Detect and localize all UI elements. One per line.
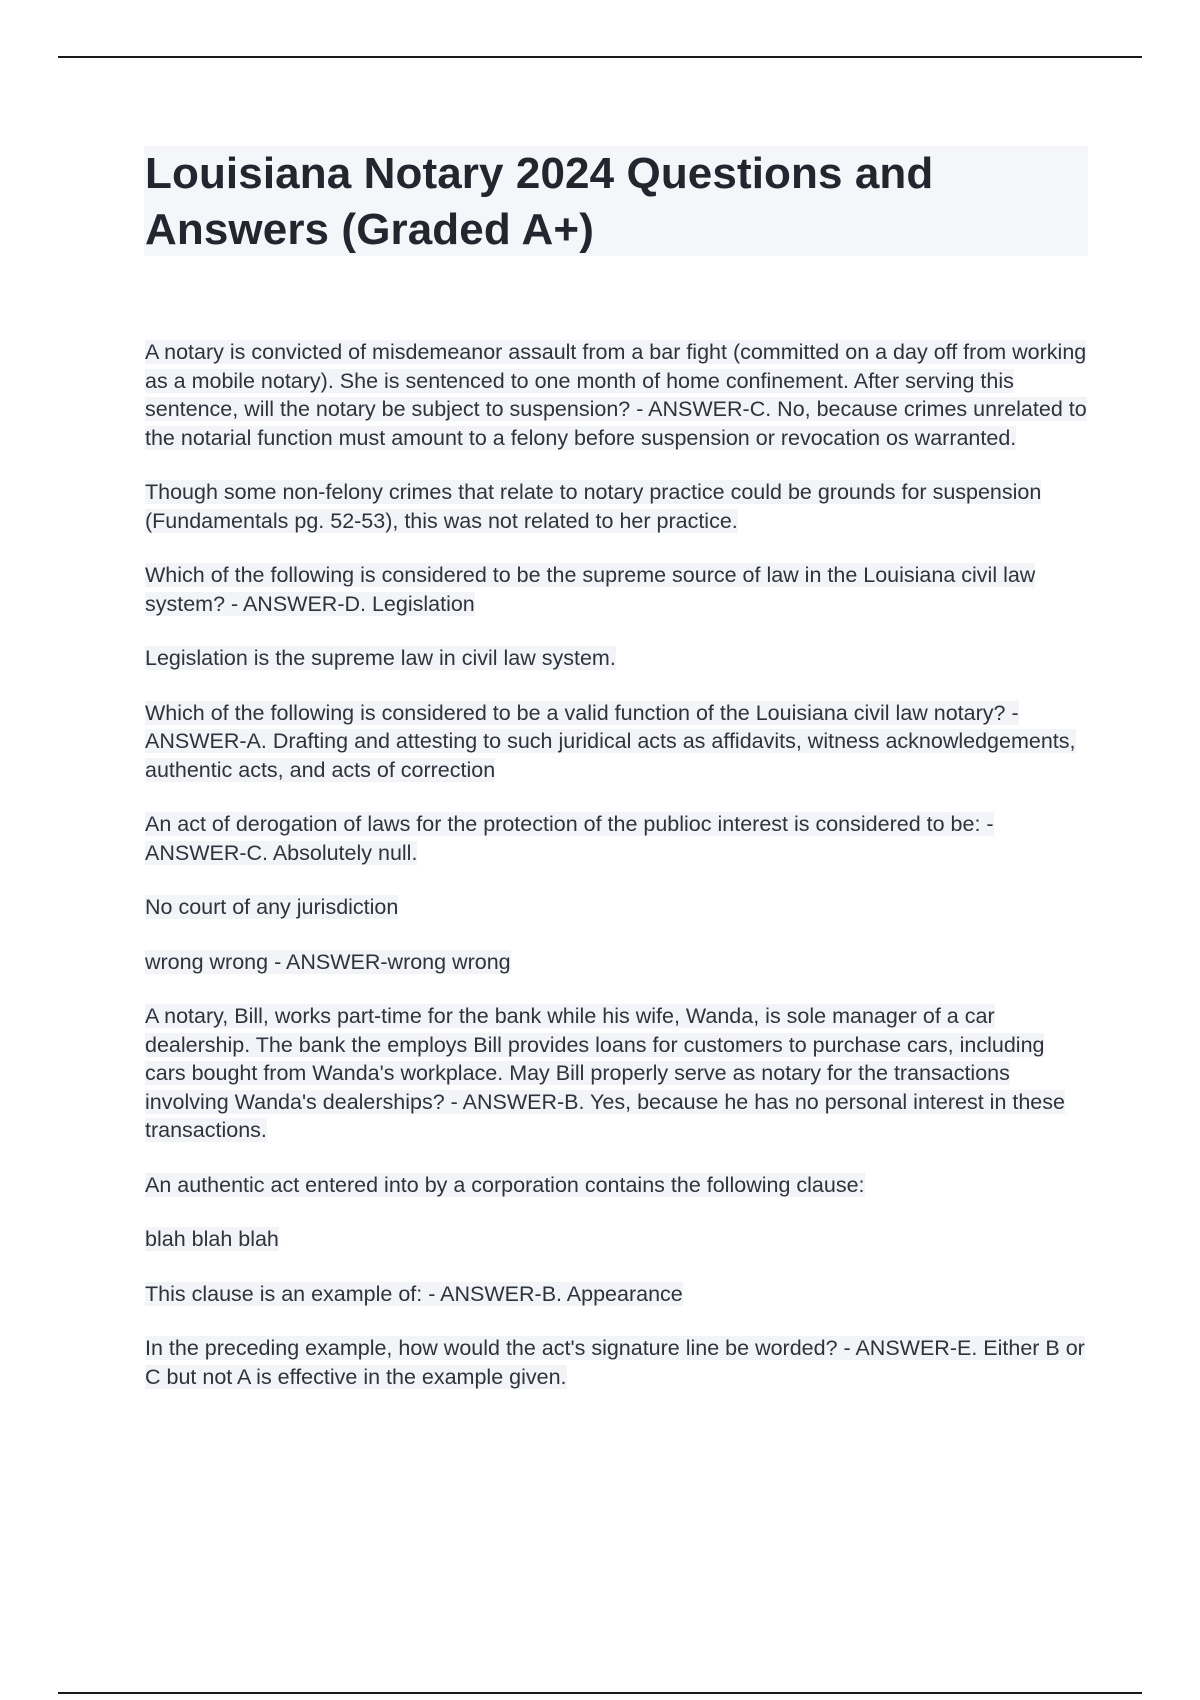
paragraph: [145, 1002, 1090, 1145]
paragraph: [145, 338, 1090, 452]
paragraph-text: wrong wrong - ANSWER-wrong wrong: [145, 949, 511, 974]
paragraph: [145, 948, 1090, 977]
paragraph-text: blah blah blah: [145, 1227, 279, 1251]
paragraph-text: An authentic act entered into by a corporation contains the following clause:: [145, 1172, 865, 1197]
paragraph-text: A notary, Bill, works part-time for the bank while his wife, Wanda, is sole manager of a car dealership. The bank the employs Bill provides loans for customers to purchase cars, including cars bought from Wanda's workplace. May Bill properly serve as notary for the transactions involving Wanda's dealerships? - ANSWER-B. Yes, because he has no personal interest in these transactions.: [145, 1004, 1065, 1142]
paragraph: [145, 1334, 1090, 1391]
paragraph-text: Though some non-felony crimes that relate to notary practice could be grounds for suspension (Fundamentals pg. 52-53), this was not related to her practice.: [145, 480, 1042, 533]
paragraph: [145, 893, 1090, 922]
paragraph: [145, 810, 1090, 867]
paragraph: [145, 1225, 1090, 1254]
header-rule: [58, 56, 1142, 58]
paragraph-text: Which of the following is considered to be a valid function of the Louisiana civil law notary? - ANSWER-A. Drafting and attesting to such juridical acts as affidavits, witness acknowledgements, authentic acts, and acts of correction: [145, 700, 1076, 782]
paragraph-text: An act of derogation of laws for the protection of the publioc interest is considered to be: - ANSWER-C. Absolutely null.: [145, 812, 994, 865]
page-title: Louisiana Notary 2024 Questions and Answers (Graded A+): [145, 149, 934, 254]
paragraph-text: This clause is an example of: - ANSWER-B. Appearance: [145, 1281, 683, 1306]
paragraph: [145, 1171, 1090, 1200]
paragraph: [145, 561, 1090, 618]
paragraph: [145, 1280, 1090, 1309]
footer-rule: [58, 1692, 1142, 1694]
paragraph-text: In the preceding example, how would the act's signature line be worded? - ANSWER-E. Either B or C but not A is effective in the example given.: [145, 1336, 1085, 1389]
paragraph-text: No court of any jurisdiction: [145, 895, 399, 919]
paragraph: [145, 478, 1090, 535]
paragraph-text: A notary is convicted of misdemeanor assault from a bar fight (committed on a day off from working as a mobile notary). She is sentenced to one month of home confinement. After serving this sentence, will the notary be subject to suspension? - ANSWER-C. No, because crimes unrelated to the notarial function must amount to a felony before suspension or revocation os warranted.: [145, 340, 1087, 450]
document-body: [145, 338, 1090, 1417]
paragraph-text: Legislation is the supreme law in civil law system.: [145, 646, 616, 670]
paragraph: [145, 699, 1090, 785]
paragraph: [145, 644, 1090, 673]
paragraph-text: Which of the following is considered to be the supreme source of law in the Louisiana civil law system? - ANSWER-D. Legislation: [145, 563, 1036, 616]
